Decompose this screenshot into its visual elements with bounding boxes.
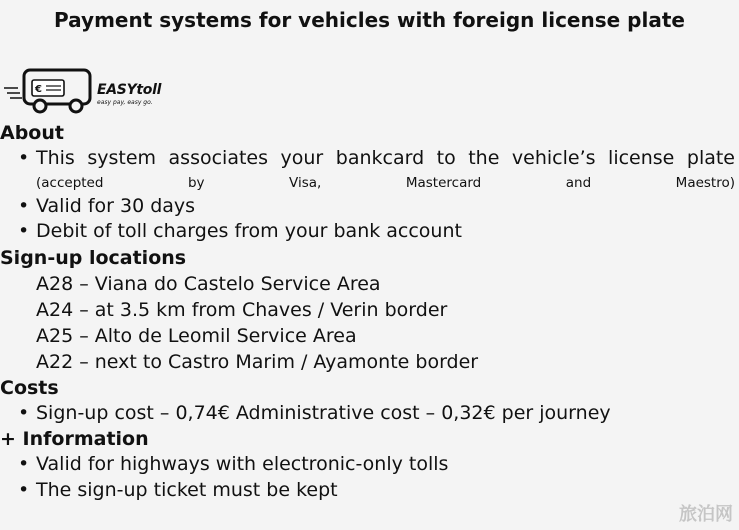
easytoll-logo: [4, 66, 194, 114]
info-item-ticket: • The sign-up ticket must be kept: [0, 478, 735, 504]
costs-item: • Sign-up cost – 0,74€ Administrative cost – 0,32€ per journey: [0, 401, 735, 427]
costs-heading: Costs: [0, 376, 59, 399]
logo-tagline: easy pay, easy go.: [97, 99, 153, 106]
about-heading: About: [0, 122, 64, 144]
accepted-cards-note: (accepted by Visa, Mastercard and Maestro): [36, 174, 735, 191]
signup-section: [0, 245, 735, 375]
about-item-debit: • Debit of toll charges from your bank account: [0, 219, 735, 245]
info-heading: + Information: [0, 428, 149, 450]
costs-list: [0, 401, 735, 427]
info-section: [0, 426, 735, 503]
signup-location-a28: A28 – Viana do Castelo Service Area: [36, 272, 381, 295]
logo-name: EASYtoll: [97, 82, 162, 98]
info-list: [0, 452, 735, 503]
euro-symbol: €: [35, 84, 42, 95]
signup-heading: Sign-up locations: [0, 246, 187, 269]
page-title: Payment systems for vehicles with foreign license plate: [54, 8, 685, 32]
vehicle-with-card-icon: [4, 66, 96, 114]
about-item-bankcard-text: This system associates your bankcard to the vehicle’s license plate: [36, 147, 735, 169]
about-section: [0, 120, 735, 245]
signup-list: [0, 271, 735, 375]
about-item-validity: • Valid for 30 days: [0, 194, 735, 220]
signup-location-a24: A24 – at 3.5 km from Chaves / Verin border: [36, 298, 448, 321]
about-list: [0, 146, 735, 245]
about-item-bankcard: [0, 146, 735, 194]
main-content: [0, 120, 735, 503]
signup-location-a22: A22 – next to Castro Marim / Ayamonte border: [36, 350, 479, 373]
watermark: 旅泊网: [679, 504, 733, 525]
signup-location-a25: A25 – Alto de Leomil Service Area: [36, 324, 357, 347]
costs-section: [0, 375, 735, 427]
info-item-highways: • Valid for highways with electronic-only tolls: [0, 452, 735, 478]
